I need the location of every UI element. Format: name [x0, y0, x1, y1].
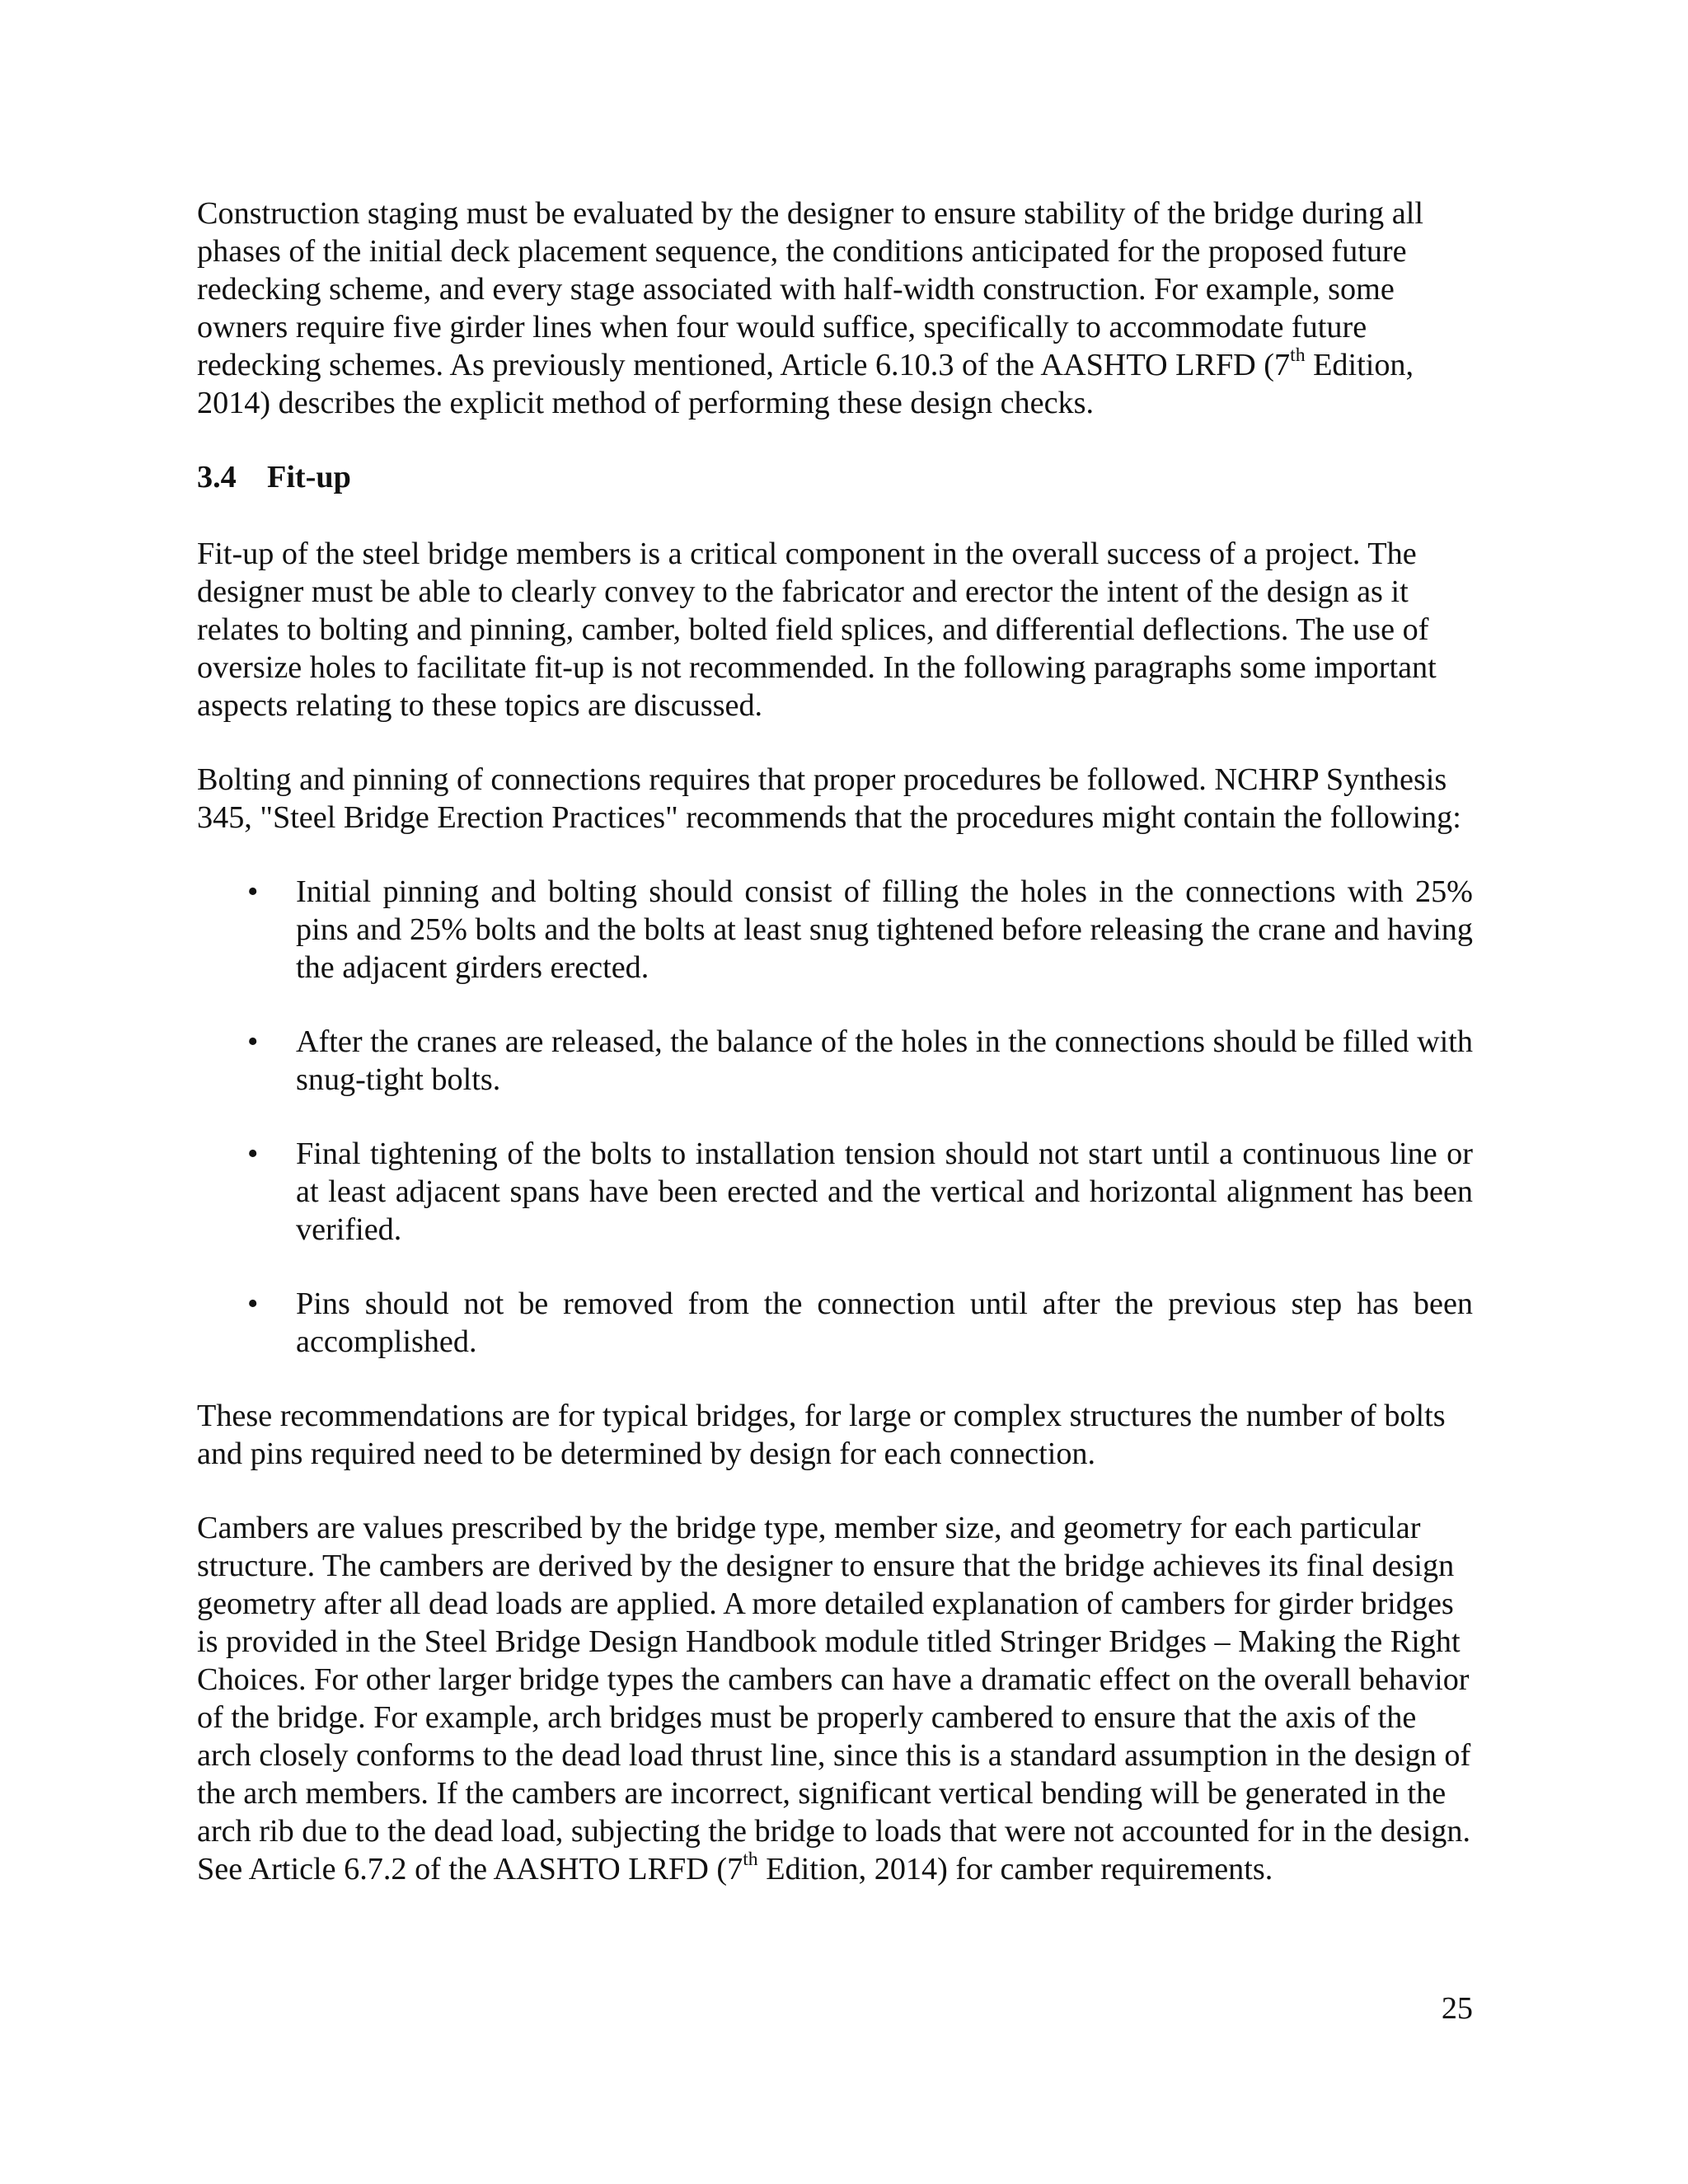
- superscript: th: [743, 1848, 758, 1870]
- paragraph-text: Cambers are values prescribed by the bridge type, member size, and geometry for each particular structure. The cambers are derived by the designer to ensure that the bridge achieves its final design geometry after all dead loads are applied. A more detailed explanation of cambers for girder bridges is provided in the Steel Bridge Design Handbook module titled Stringer Bridges – Making the Right Choices. For other larger bridge types the cambers can have a dramatic effect on the overall behavior of the bridge. For example, arch bridges must be properly cambered to ensure that the axis of the arch closely conforms to the dead load thrust line, since this is a standard assumption in the design of the arch members. If the cambers are incorrect, significant vertical bending will be generated in the arch rib due to the dead load, subjecting the bridge to loads that were not accounted for in the design. See Article 6.7.2 of the AASHTO LRFD (7: [197, 1511, 1471, 1886]
- bullet-icon: •: [247, 1024, 259, 1059]
- page-number: 25: [1441, 1991, 1473, 2026]
- list-item-text: Final tightening of the bolts to installation tension should not start until a continuous line or at least adjacent spans have been erected and the vertical and horizontal alignment has been verified.: [296, 1137, 1473, 1247]
- superscript: th: [1290, 344, 1306, 366]
- list-item: [197, 1285, 1473, 1361]
- paragraph-cambers: [197, 1509, 1473, 1888]
- list-item: [197, 1023, 1473, 1099]
- list-item-text: Initial pinning and bolting should consist of filling the holes in the connections with 25% pins and 25% bolts and the bolts at least snug tightened before releasing the crane and having the adjacent girders erected.: [296, 874, 1473, 985]
- section-title: Fit-up: [267, 460, 351, 494]
- paragraph-construction-staging: [197, 194, 1473, 422]
- paragraph-text: Construction staging must be evaluated by the designer to ensure stability of the bridge during all phases of the initial deck placement sequence, the conditions anticipated for the proposed future redecking scheme, and every stage associated with half-width construction. For example, some owners require five girder lines when four would suffice, specifically to accommodate future redecking schemes. As previously mentioned, Article 6.10.3 of the AASHTO LRFD (7: [197, 196, 1423, 382]
- paragraph-text: Edition, 2014) for camber requirements.: [757, 1852, 1273, 1886]
- bullet-icon: •: [247, 1286, 259, 1321]
- paragraph-fit-up-intro: Fit-up of the steel bridge members is a critical component in the overall success of a project. The designer must be able to clearly convey to the fabricator and erector the intent of the design as it relates to bolting and pinning, camber, bolted field splices, and differential deflections. The use of oversize holes to facilitate fit-up is not recommended. In the following paragraphs some important aspects relating to these topics are discussed.: [197, 537, 1437, 723]
- paragraph-recommendations: These recommendations are for typical bridges, for large or complex structures the number of bolts and pins required need to be determined by design for each connection.: [197, 1399, 1446, 1471]
- list-item-text: Pins should not be removed from the connection until after the previous step has been accomplished.: [296, 1286, 1473, 1359]
- paragraph-text: Edition, 2014) describes the explicit method of performing these design checks.: [197, 348, 1414, 420]
- paragraph-bolting-pinning: Bolting and pinning of connections requires that proper procedures be followed. NCHRP Synthesis 345, "Steel Bridge Erection Practices" recommends that the procedures might contain the following:: [197, 762, 1461, 835]
- bullet-icon: •: [247, 874, 259, 909]
- page-content: [197, 194, 1473, 1924]
- list-item: [197, 873, 1473, 987]
- section-heading: [197, 458, 1473, 496]
- bullet-icon: •: [247, 1137, 259, 1171]
- bullet-list: [197, 873, 1473, 1361]
- list-item: [197, 1135, 1473, 1249]
- section-number: 3.4: [197, 460, 237, 494]
- list-item-text: After the cranes are released, the balance of the holes in the connections should be filled with snug-tight bolts.: [296, 1024, 1473, 1097]
